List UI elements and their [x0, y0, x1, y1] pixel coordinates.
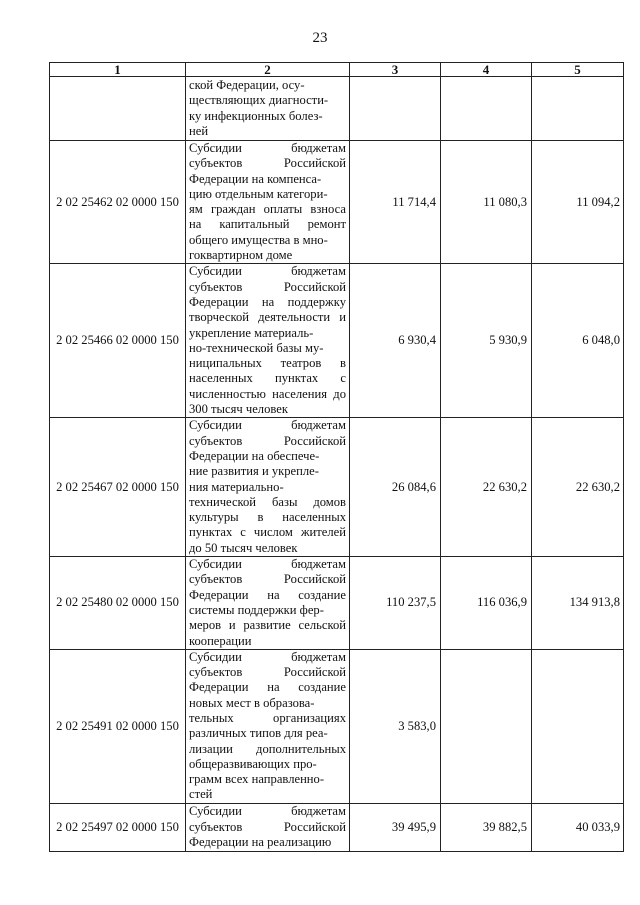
budget-code-cell: 2 02 25462 02 0000 150 — [50, 141, 186, 264]
table-row — [50, 557, 624, 650]
page-number: 23 — [312, 30, 328, 46]
column-header-4: 4 — [441, 63, 532, 77]
description-cell: Субсидии бюджетам субъектов Российской Федерации на обеспече- ние развития и укрепле- ния материально- технической базы домов культуры в населенных пунктах с числом жителей до 50 тысяч человек — [186, 418, 350, 557]
description-cell: Субсидии бюджетам субъектов Российской Федерации на создание новых мест в образова- тельных организациях различных типов для реа- лизации дополнительных общеразвивающих про- грамм всех направленно- стей — [186, 649, 350, 803]
value-col5-cell: 22 630,2 — [532, 418, 624, 557]
description-cell: Субсидии бюджетам субъектов Российской Федерации на реализацию — [186, 803, 350, 851]
value-col3-cell: 3 583,0 — [350, 649, 441, 803]
description-cell: Субсидии бюджетам субъектов Российской Федерации на создание системы поддержки фер- меров и развитие сельской кооперации — [186, 557, 350, 650]
value-col4-cell: 5 930,9 — [441, 264, 532, 418]
value-col4-cell: 22 630,2 — [441, 418, 532, 557]
value-col3-cell: 110 237,5 — [350, 557, 441, 650]
value-col3-cell: 6 930,4 — [350, 264, 441, 418]
value-col5-cell: 11 094,2 — [532, 141, 624, 264]
value-col4-cell — [441, 77, 532, 141]
column-header-3: 3 — [350, 63, 441, 77]
value-col3-cell: 39 495,9 — [350, 803, 441, 851]
budget-code-cell: 2 02 25467 02 0000 150 — [50, 418, 186, 557]
value-col4-cell: 11 080,3 — [441, 141, 532, 264]
column-header-2: 2 — [186, 63, 350, 77]
description-cell: Субсидии бюджетам субъектов Российской Федерации на поддержку творческой деятельности и укрепление материаль- но-технической базы му- ниципальных театров в населенных пунктах с численностью населения до 300 тысяч человек — [186, 264, 350, 418]
value-col5-cell — [532, 77, 624, 141]
table-row — [50, 803, 624, 851]
value-col5-cell — [532, 649, 624, 803]
table-row — [50, 141, 624, 264]
table-row — [50, 418, 624, 557]
column-header-5: 5 — [532, 63, 624, 77]
value-col4-cell: 39 882,5 — [441, 803, 532, 851]
value-col4-cell — [441, 649, 532, 803]
value-col4-cell: 116 036,9 — [441, 557, 532, 650]
budget-code-cell: 2 02 25497 02 0000 150 — [50, 803, 186, 851]
value-col3-cell — [350, 77, 441, 141]
description-cell: ской Федерации, осу- ществляющих диагности- ку инфекционных болез- ней — [186, 77, 350, 141]
table-row — [50, 649, 624, 803]
budget-code-cell: 2 02 25491 02 0000 150 — [50, 649, 186, 803]
description-cell: Субсидии бюджетам субъектов Российской Федерации на компенса- цию отдельным категори- ям граждан оплаты взноса на капитальный ремонт общего имущества в мно- гоквартирном доме — [186, 141, 350, 264]
budget-code-cell: 2 02 25466 02 0000 150 — [50, 264, 186, 418]
budget-code-cell: 2 02 25480 02 0000 150 — [50, 557, 186, 650]
budget-table — [49, 62, 624, 852]
value-col5-cell: 134 913,8 — [532, 557, 624, 650]
budget-code-cell — [50, 77, 186, 141]
value-col5-cell: 6 048,0 — [532, 264, 624, 418]
value-col3-cell: 11 714,4 — [350, 141, 441, 264]
table-row — [50, 264, 624, 418]
table-header-row — [50, 63, 624, 77]
value-col5-cell: 40 033,9 — [532, 803, 624, 851]
column-header-1: 1 — [50, 63, 186, 77]
value-col3-cell: 26 084,6 — [350, 418, 441, 557]
table-row — [50, 77, 624, 141]
